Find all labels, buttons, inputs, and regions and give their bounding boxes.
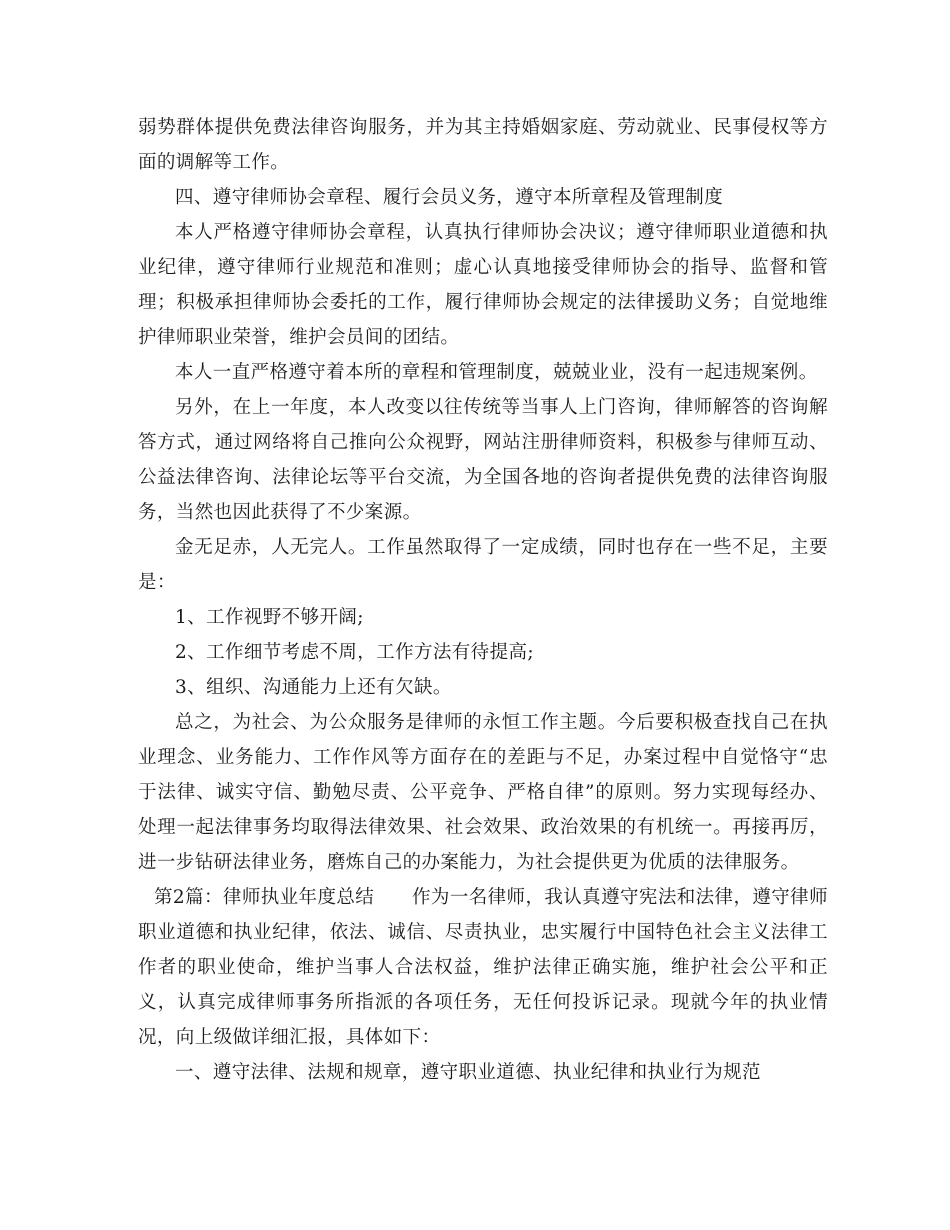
paragraph: 本人严格遵守律师协会章程，认真执行律师协会决议；遵守律师职业道德和执业纪律，遵守律师行业规范和准则；虚心认真地接受律师协会的指导、监督和管理；积极承担律师协会委托的工作，履行律师协会规定的法律援助义务；自觉地维护律师职业荣誉，维护会员间的团结。 [138,222,828,348]
paragraph: 另外，在上一年度，本人改变以往传统等当事人上门咨询，律师解答的咨询解答方式，通过网络将自己推向公众视野，网站注册律师资料，积极参与律师互动、公益法律咨询、法律论坛等平台交流，为全国各地的咨询者提供免费的法律咨询服务，当然也因此获得了不少案源。 [138,397,828,523]
list-item: 3、组织、沟通能力上还有欠缺。 [175,677,452,698]
list-item: 1、工作视野不够开阔; [175,607,364,628]
part-2-heading-paragraph: 第2篇：律师执业年度总结 作为一名律师，我认真遵守宪法和法律，遵守律师职业道德和执业纪律，依法、诚信、尽责执业，忠实履行中国特色社会主义法律工作者的职业使命，维护当事人合法权益，维护法律正确实施，维护社会公平和正义，认真完成律师事务所指派的各项任务，无任何投诉记录。现就今年的执业情况，向上级做详细汇报，具体如下： [138,887,828,1048]
paragraph: 总之，为社会、为公众服务是律师的永恒工作主题。今后要积极查找自己在执业理念、业务能力、工作作风等方面存在的差距与不足，办案过程中自觉恪守“忠于法律、诚实守信、勤勉尽责、公平竞争、严格自律”的原则。努力实现每经办、处理一起法律事务均取得法律效果、社会效果、政治效果的有机统一。再接再厉，进一步钻研法律业务，磨炼自己的办案能力，为社会提供更为优质的法律服务。 [138,712,828,873]
paragraph: 本人一直严格遵守着本所的章程和管理制度，兢兢业业，没有一起违规案例。 [175,362,818,383]
paragraph: 金无足赤，人无完人。工作虽然取得了一定成绩，同时也存在一些不足，主要是： [138,537,828,593]
list-item: 2、工作细节考虑不周，工作方法有待提高; [175,642,535,663]
section-heading-4: 四、遵守律师协会章程、履行会员义务，遵守本所章程及管理制度 [175,187,724,208]
paragraph-continuation: 弱势群体提供免费法律咨询服务，并为其主持婚姻家庭、劳动就业、民事侵权等方面的调解等工作。 [138,117,828,173]
section-heading-1: 一、遵守法律、法规和规章，遵守职业道德、执业纪律和执业行为规范 [175,1062,761,1083]
document-body [138,110,828,1090]
